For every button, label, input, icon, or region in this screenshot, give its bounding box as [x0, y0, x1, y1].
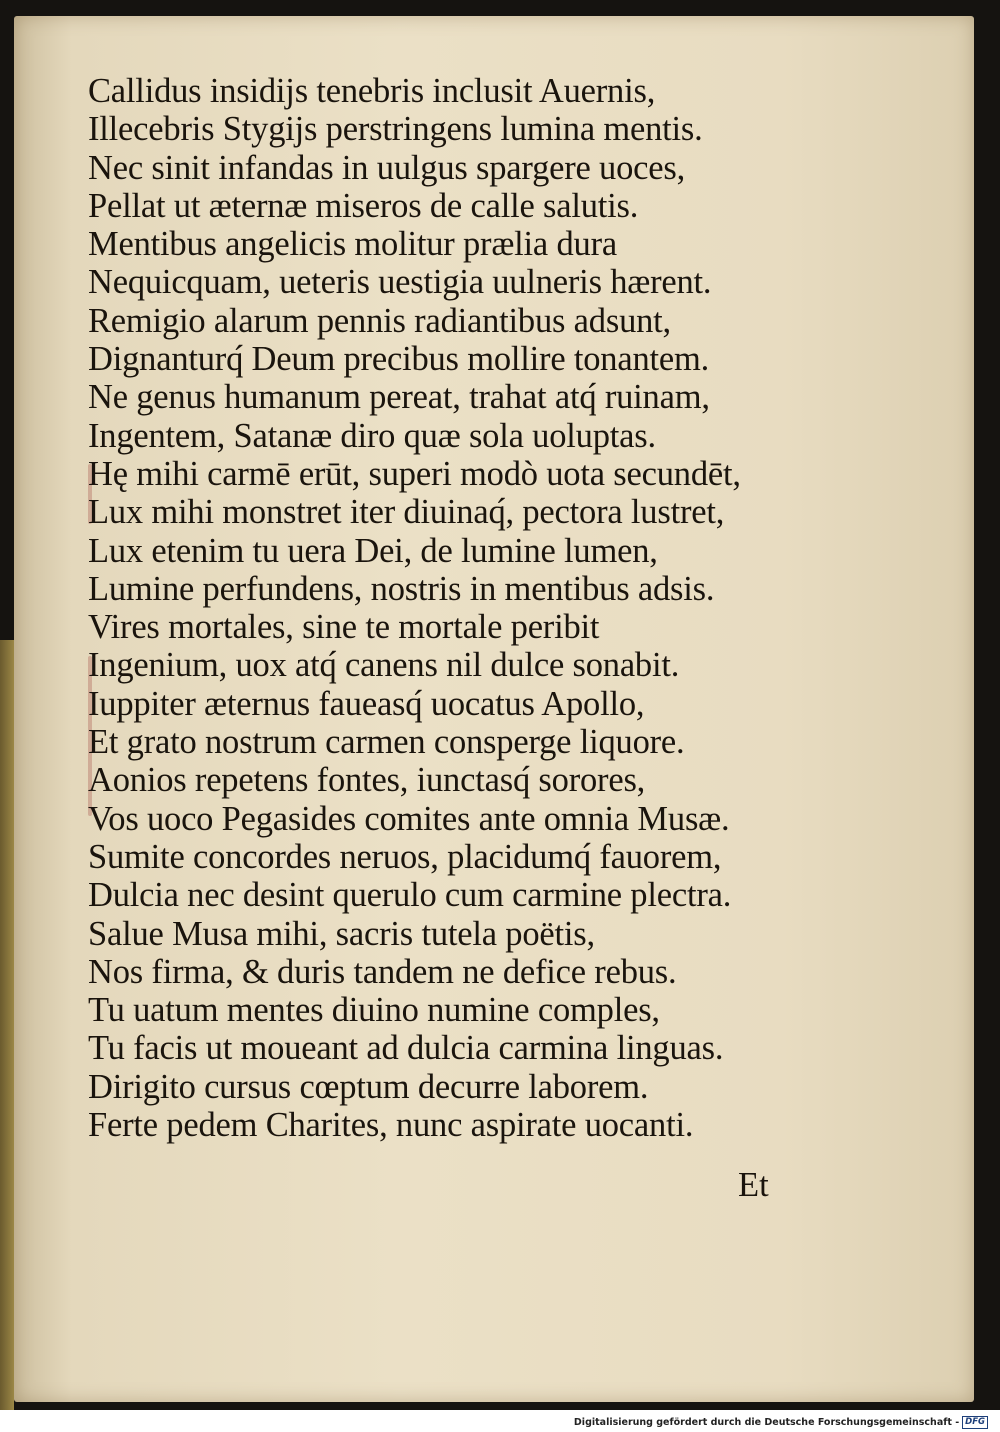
- credit-text: Digitalisierung gefördert durch die Deutsche Forschungsgemeinschaft -: [573, 1417, 960, 1428]
- verse-line: Et grato nostrum carmen consperge liquore.: [88, 723, 685, 762]
- verse-line: Ferte pedem Charites, nunc aspirate uocanti.: [88, 1106, 694, 1145]
- verse-line: Lumine perfundens, nostris in mentibus adsis.: [88, 569, 715, 608]
- verse-line: Ne genus humanum pereat, trahat atq́ ruinam,: [88, 378, 710, 417]
- verse-line: Illecebris Stygijs perstringens lumina mentis.: [88, 110, 703, 149]
- verse-list: [88, 72, 808, 1144]
- verse-line: Sumite concordes neruos, placidumq́ fauorem,: [88, 837, 722, 876]
- verse-line: Vires mortales, sine te mortale peribit: [88, 608, 600, 647]
- verse-line: Dulcia nec desint querulo cum carmine plectra.: [88, 876, 732, 915]
- verse-line: Tu facis ut moueant ad dulcia carmina linguas.: [88, 1029, 724, 1068]
- digitization-credit: [574, 1416, 988, 1429]
- verse-line: Remigio alarum pennis radiantibus adsunt,: [88, 301, 671, 340]
- verse-line: Dignanturq́ Deum precibus mollire tonantem.: [88, 340, 710, 379]
- verse-line: Callidus insidijs tenebris inclusit Auernis,: [88, 72, 656, 110]
- verse-line: Pellat ut æternæ miseros de calle salutis.: [88, 186, 639, 225]
- verse-line: Dirigito cursus cœptum decurre laborem.: [88, 1067, 649, 1106]
- verse-line: Salue Musa mihi, sacris tutela poëtis,: [88, 914, 595, 953]
- verse-line: Nequicquam, ueteris uestigia uulneris hærent.: [88, 263, 712, 302]
- verse-line: Aonios repetens fontes, iunctasq́ sorores,: [88, 761, 646, 800]
- dfg-logo-icon: DFG: [962, 1416, 988, 1429]
- verse-line: Vos uoco Pegasides comites ante omnia Musæ.: [88, 799, 730, 838]
- binding-edge: [0, 640, 14, 1410]
- verse-line: Mentibus angelicis molitur prælia dura: [88, 225, 617, 264]
- verse-line: Lux mihi monstret iter diuinaq́, pectora lustret,: [88, 493, 725, 532]
- verse-line: Hę mihi carmē erūt, superi modò uota secundēt,: [88, 454, 741, 493]
- verse-line: Ingenium, uox atq́ canens nil dulce sonabit.: [88, 646, 680, 685]
- verse-line: Iuppiter æternus faueasq́ uocatus Apollo,: [88, 684, 645, 723]
- verse-line: Ingentem, Satanæ diro quæ sola uoluptas.: [88, 416, 656, 455]
- verse-line: Nec sinit infandas in uulgus spargere uoces,: [88, 148, 686, 187]
- verse-line: Tu uatum mentes diuino numine comples,: [88, 991, 660, 1030]
- verse-line: Nos firma, & duris tandem ne deficе rebus.: [88, 952, 677, 991]
- catchword: Et: [738, 1166, 769, 1204]
- verse-line: Lux etenim tu uera Dei, de lumine lumen,: [88, 531, 658, 570]
